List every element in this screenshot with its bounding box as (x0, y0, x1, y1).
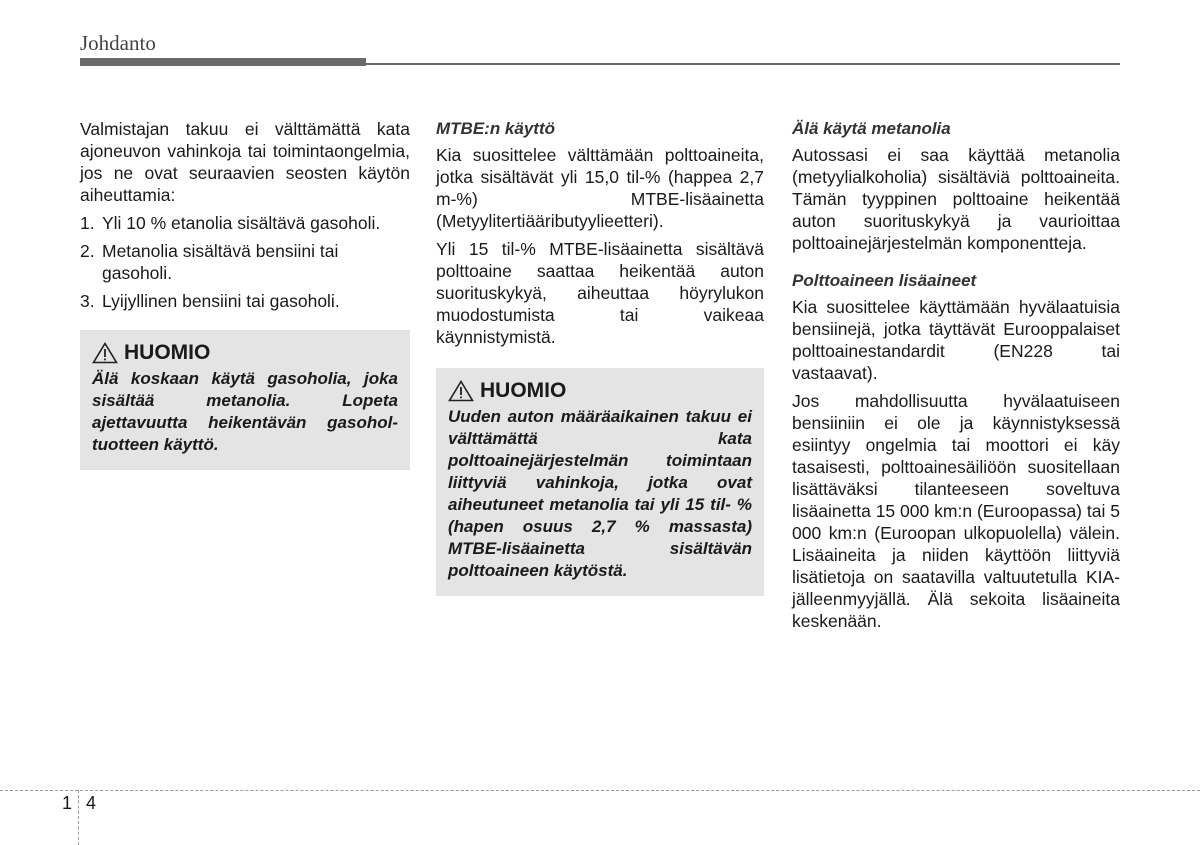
caution-header (448, 378, 752, 404)
list-number: 2. (80, 241, 95, 261)
warning-triangle-icon (448, 380, 474, 402)
list-text: Yli 10 % etanolia sisältävä gasoholi. (102, 213, 381, 233)
mtbe-paragraph-1: Kia suosittelee välttämään polttoaineita, jotka sisältävät yli 15,0 til-% (happea 2,7 m-%) MTBE-lisäainetta (Metyylitertiääributyylieetteri). (436, 145, 764, 231)
additives-paragraph-1: Kia suosittelee käyttämään hyvälaatuisia bensiinejä, jotka täyttävät Eurooppalaiset polttoainestandardit (EN228 tai vastaavat). (792, 297, 1120, 383)
list-number: 1. (80, 213, 95, 233)
caution-label: HUOMIO (124, 341, 211, 364)
caution-text: Uuden auton määräaikainen takuu ei välttämättä kata polttoainejärjestelmän toimintaan liittyviä vahinkoja, jotka ovat aiheutuneet metanolia tai yli 15 til- % (hapen osuus 2,7 % massasta) MTBE-lisäainetta sisältävän polttoaineen käytöstä. (448, 407, 752, 580)
caution-box (80, 330, 410, 470)
caution-box (436, 368, 764, 596)
list-item (80, 240, 410, 284)
methanol-paragraph: Autossasi ei saa käyttää metanolia (metyylialkoholia) sisältäviä polttoaineita. Tämän tyyppinen polttoaine heikentää auton suorituskykyä ja vaurioittaa polttoainejärjestelmän komponentteja. (792, 145, 1120, 253)
additives-heading: Polttoaineen lisäaineet (792, 271, 977, 290)
header-rule (366, 63, 1120, 65)
header-bar (80, 58, 366, 66)
page-num: 4 (86, 793, 97, 813)
footer-rule (0, 790, 1200, 791)
section-title: Johdanto (80, 31, 156, 55)
methanol-heading: Älä käytä metanolia (792, 119, 951, 138)
list-number: 3. (80, 291, 95, 311)
page-number (62, 793, 96, 814)
caution-header (92, 340, 398, 366)
mtbe-paragraph-2: Yli 15 til-% MTBE-lisäainetta sisältävä polttoaine saattaa heikentää auton suorituskykyä, aiheuttaa höyrylukon muodostumista tai vaikeaa käynnistymistä. (436, 239, 764, 347)
intro-paragraph: Valmistajan takuu ei välttämättä kata ajoneuvon vahinkoja tai toimintaongelmia, jos ne ovat seuraavien seosten käytön aiheuttamia: (80, 119, 410, 205)
caution-label: HUOMIO (480, 379, 567, 402)
chapter-number: 1 (62, 793, 73, 813)
caution-text: Älä koskaan käytä gasoholia, joka sisältää metanolia. Lopeta ajettavuutta heikentävän gasohol-tuotteen käyttö. (92, 369, 398, 454)
list-text: Lyijyllinen bensiini tai gasoholi. (102, 291, 340, 311)
warning-triangle-icon (92, 342, 118, 364)
list-text: Metanolia sisältävä bensiini tai gasoholi. (102, 241, 339, 283)
additives-paragraph-2: Jos mahdollisuutta hyvälaatuiseen bensiiniin ei ole ja käynnistyksessä esiintyy ongelmia tai moottori ei käy tasaisesti, polttoainesäiliöön suositellaan lisättäväksi tilanteeseen soveltuva lisäainetta 15 000 km:n (Euroopassa) tai 5 000 km:n (Euroopan ulkopuolella) välein. Lisäaineita ja niiden käyttöön liittyviä lisätietoja on saatavilla valtuutetulla KIA-jälleenmyyjällä. Älä sekoita lisäaineita keskenään. (792, 391, 1120, 631)
mtbe-heading: MTBE:n käyttö (436, 119, 555, 138)
list-item (80, 290, 410, 312)
column-1 (80, 118, 410, 470)
list-item (80, 212, 410, 234)
mixture-list (80, 212, 410, 312)
column-3 (792, 118, 1120, 638)
column-2 (436, 118, 764, 596)
